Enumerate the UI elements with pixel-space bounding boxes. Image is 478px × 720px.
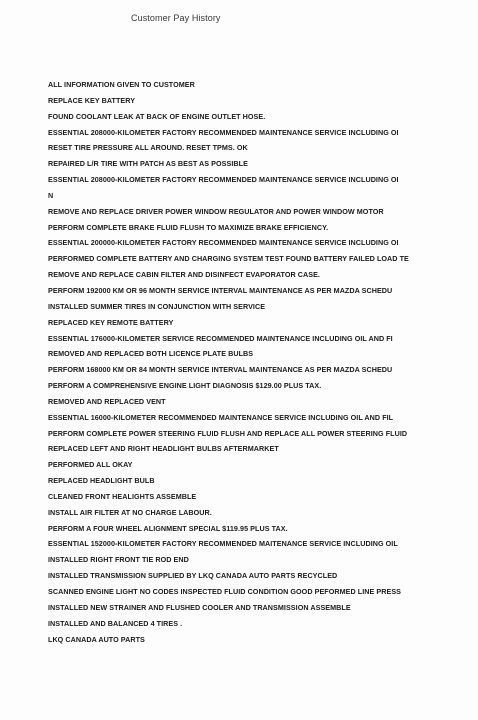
service-history-line: REPLACE KEY BATTERY [48,95,136,105]
service-history-line: ALL INFORMATION GIVEN TO CUSTOMER [48,80,195,89]
service-history-line: REPLACED LEFT AND RIGHT HEADLIGHT BULBS AFTERMARKET [48,444,279,454]
service-history-line: INSTALLED TRANSMISSION SUPPLIED BY LKQ CANADA AUTO PARTS RECYCLED [48,571,338,581]
service-history-line: ESSENTIAL 152000-KILOMETER FACTORY RECOMMENDED MAITENANCE SERVICE INCLUDING OIL [48,539,398,549]
service-history-line: SCANNED ENGINE LIGHT NO CODES INSPECTED FLUID CONDITION GOOD PEFORMED LINE PRESS [48,587,402,596]
service-history-line: PERFORM COMPLETE BRAKE FLUID FLUSH TO MAXIMIZE BRAKE EFFICIENCY. [48,222,329,232]
service-history-line: INSTALLED NEW STRAINER AND FLUSHED COOLER AND TRANSMISSION ASSEMBLE [48,602,351,612]
service-history-line: PERFORMED ALL OKAY [48,460,133,470]
service-history-line: PERFORMED COMPLETE BATTERY AND CHARGING SYSTEM TEST FOUND BATTERY FAILED LOAD TE [48,254,409,264]
service-history-line: ESSENTIAL 208000-KILOMETER FACTORY RECOMMENDED MAINTENANCE SERVICE INCLUDING OI [48,127,399,137]
service-history-line: REPAIRED L/R TIRE WITH PATCH AS BEST AS POSSIBLE [48,159,248,169]
service-history-line: INSTALLED AND BALANCED 4 TIRES . [48,618,183,628]
service-history-line: PERFORM A COMPREHENSIVE ENGINE LIGHT DIAGNOSIS $129.00 PLUS TAX. [48,381,322,391]
service-history-line: LKQ CANADA AUTO PARTS [48,634,145,644]
service-history-line: INSTALLED RIGHT FRONT TIE ROD END [48,555,189,565]
service-history-line: RESET TIRE PRESSURE ALL AROUND. RESET TPMS. OK [48,143,248,153]
service-history-line: ESSENTIAL 16000-KILOMETER RECOMMENDED MAINTENANCE SERVICE INCLUDING OIL AND FIL [48,412,394,422]
service-history-line: INSTALLED SUMMER TIRES IN CONJUNCTION WITH SERVICE [48,301,266,311]
service-history-line: PERFORM A FOUR WHEEL ALIGNMENT SPECIAL $119.95 PLUS TAX. [48,523,288,533]
service-history-line: ESSENTIAL 200000-KILOMETER FACTORY RECOMMENDED MAINTENANCE SERVICE INCLUDING OI [48,238,399,248]
service-history-line: FOUND COOLANT LEAK AT BACK OF ENGINE OUTLET HOSE. [48,111,266,121]
service-history-list [48,77,476,647]
service-history-line: ESSENTIAL 176000-KILOMETER SERVICE RECOMMENDED MAINTENANCE INCLUDING OIL AND FI [48,333,393,343]
service-history-line: PERFORM 192000 KM OR 96 MONTH SERVICE INTERVAL MAINTENANCE AS PER MAZDA SCHEDU [48,285,393,295]
service-history-line: ESSENTIAL 208000-KILOMETER FACTORY RECOMMENDED MAINTENANCE SERVICE INCLUDING OI [48,175,399,185]
document-title: Customer Pay History [131,13,221,23]
service-history-line: REMOVE AND REPLACE DRIVER POWER WINDOW REGULATOR AND POWER WINDOW MOTOR [48,206,384,216]
service-history-line: PERFORM COMPLETE POWER STEERING FLUID FLUSH AND REPLACE ALL POWER STEERING FLUID [48,428,408,438]
service-history-line: REMOVED AND REPLACED BOTH LICENCE PLATE BULBS [48,349,254,359]
service-history-line: INSTALL AIR FILTER AT NO CHARGE LABOUR. [48,507,212,517]
service-history-line: REMOVED AND REPLACED VENT [48,396,166,406]
service-history-line: REPLACED HEADLIGHT BULB [48,476,155,486]
service-history-line: CLEANED FRONT HEALIGHTS ASSEMBLE [48,491,197,501]
service-history-line: PERFORM 168000 KM OR 84 MONTH SERVICE INTERVAL MAINTENANCE AS PER MAZDA SCHEDU [48,365,393,375]
service-history-line: REPLACED KEY REMOTE BATTERY [48,317,174,327]
service-history-line: N [48,190,54,200]
service-history-line: REMOVE AND REPLACE CABIN FILTER AND DISINFECT EVAPORATOR CASE. [48,270,320,280]
